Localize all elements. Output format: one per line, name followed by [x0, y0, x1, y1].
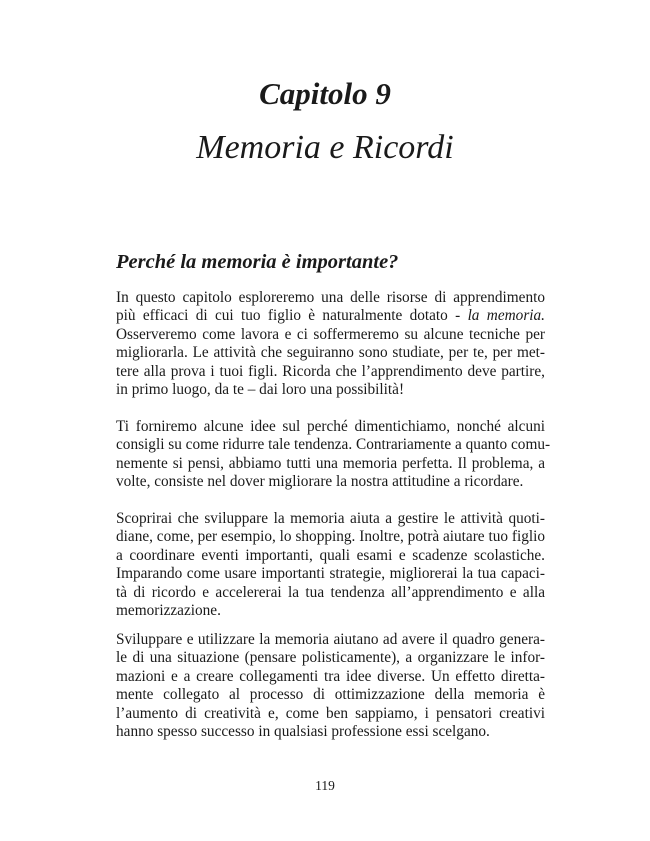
paragraph-line: le di una situazione (pensare polisticamente), a organizzare le infor-	[116, 649, 545, 667]
paragraph-2	[116, 418, 551, 492]
paragraph-line: In questo capitolo esploreremo una delle risorse di apprendimento	[116, 289, 545, 306]
paragraph-3	[116, 510, 545, 620]
paragraph-line: hanno spesso successo in qualsiasi professione essi scelgano.	[116, 723, 490, 741]
paragraph-line: l’aumento di creatività e, come ben sappiamo, i pensatori creativi	[116, 704, 545, 722]
paragraph-line-text: più efficaci di cui tuo figlio è naturalmente dotato -	[116, 307, 461, 325]
paragraph-line: nemente si pensi, abbiamo tutti una memoria perfetta. Il problema, a	[116, 454, 545, 472]
paragraph-line: a coordinare eventi importanti, quali esami e scadenze scolastiche.	[116, 546, 545, 564]
paragraph-line: tà di ricordo e accelererai la tua tendenza all’apprendimento e alla	[116, 583, 545, 601]
paragraph-line: Osserveremo come lavora e ci soffermeremo su alcune tecniche per	[116, 325, 545, 343]
paragraph-line: diane, come, per esempio, lo shopping. Inoltre, potrà aiutare tuo figlio	[116, 528, 545, 546]
page-number: 119	[315, 778, 335, 793]
paragraph-line: Imparando come usare importanti strategie, migliorerai la tua capaci-	[116, 565, 545, 583]
paragraph-line: mazioni e a creare collegamenti tra idee diverse. Un effetto diretta-	[116, 667, 545, 685]
chapter-title: Memoria e Ricordi	[196, 129, 454, 166]
paragraph-line: Scoprirai che sviluppare la memoria aiuta a gestire le attività quoti-	[116, 510, 545, 527]
paragraph-line: Ti forniremo alcune idee sul perché dimentichiamo, nonché alcuni	[116, 418, 545, 435]
section-heading: Perché la memoria è importante?	[116, 251, 399, 273]
paragraph-line: memorizzazione.	[116, 602, 221, 620]
paragraph-line: migliorarla. Le attività che seguiranno sono studiate, per te, per met-	[116, 344, 545, 362]
emphasis-text: la memoria.	[467, 307, 545, 325]
paragraph-4	[116, 631, 545, 741]
paragraph-line-with-emphasis	[116, 307, 545, 325]
paragraph-line: in primo luogo, da te – dai loro una possibilità!	[116, 381, 405, 399]
paragraph-line: volte, consiste nel dover migliorare la nostra attitudine a ricordare.	[116, 473, 524, 491]
chapter-number: Capitolo 9	[259, 76, 391, 111]
paragraph-line: consigli su come ridurre tale tendenza. Contrariamente a quanto comu-	[116, 436, 551, 454]
paragraph-line: Sviluppare e utilizzare la memoria aiutano ad avere il quadro genera-	[116, 631, 545, 648]
paragraph-1	[116, 289, 545, 399]
paragraph-line: tere alla prova i tuoi figli. Ricorda che l’apprendimento deve partire,	[116, 362, 545, 380]
paragraph-line: mente collegato al processo di ottimizzazione della memoria è	[116, 686, 545, 704]
